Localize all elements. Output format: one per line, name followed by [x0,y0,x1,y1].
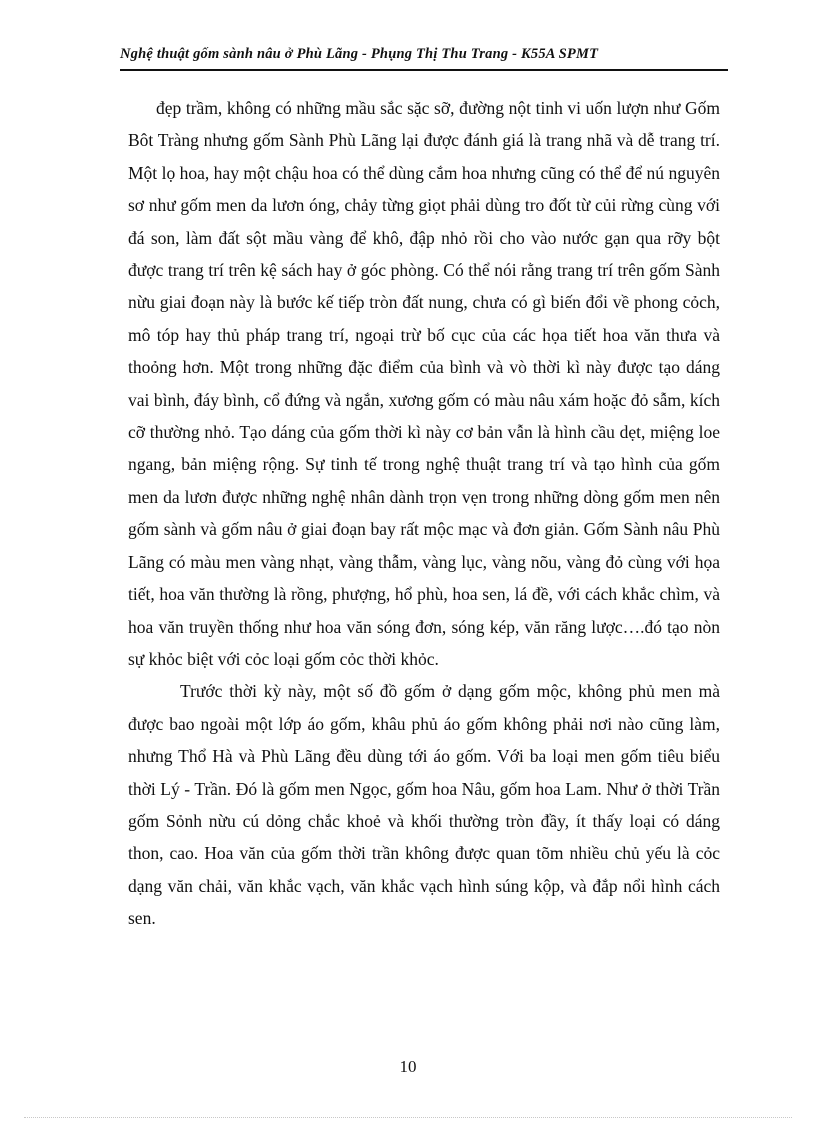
paragraph: đẹp trầm, không có những mầu sắc sặc sỡ, đường nột tinh vi uốn lượn như Gốm Bôt Tràng nhưng gốm Sành Phù Lãng lại được đánh giá là trang nhã và dễ trang trí. Một lọ hoa, hay một chậu hoa có thể dùng cắm hoa nhưng cũng có thể để nú nguyên sơ như gốm men da lươn óng, chảy từng giọt phải dùng tro đốt từ củi rừng cùng với đá son, làm đất sột mầu vàng để khô, đập nhỏ rồi cho vào nước gạn qua rỡy bột được trang trí trên kệ sách hay ở góc phòng. Có thể nói rằng trang trí trên gốm Sành nừu giai đoạn này là bước kế tiếp tròn đất nung, chưa có gì biến đổi về phong cỏch, mô tóp hay thủ pháp trang trí, ngoại trừ bố cục của các họa tiết hoa văn thưa và thoỏng hơn. Một trong những đặc điểm của bình và vò thời kì này được tạo dáng vai bình, đáy bình, cổ đứng và ngắn, xương gốm có màu nâu xám hoặc đỏ sẫm, kích cỡ thường nhỏ. Tạo dáng của gốm thời kì này cơ bản vẫn là hình cầu dẹt, miệng loe ngang, bản miệng rộng. Sự tinh tế trong nghệ thuật trang trí và tạo hình của gốm men da lươn được những nghệ nhân dành trọn vẹn trong những dòng gốm men nên gốm sành và gốm nâu ở giai đoạn bay rất mộc mạc và đơn giản. Gốm Sành nâu Phù Lãng có màu men vàng nhạt, vàng thẫm, vàng lục, vàng nõu, vàng đỏ cùng với họa tiết, hoa văn thường là rồng, phượng, hổ phù, hoa sen, lá đề, với cách khắc chìm, và hoa văn truyền thống như hoa văn sóng đơn, sóng kép, văn răng lược….đó tạo nòn sự khỏc biệt với cỏc loại gốm cỏc thời khỏc. [128,98,720,669]
paragraph: Trước thời kỳ này, một số đồ gốm ở dạng gốm mộc, không phủ men mà được bao ngoài một lớp áo gốm, khâu phủ áo gốm không phải nơi nào cũng làm, nhưng Thổ Hà và Phù Lãng đều dùng tới áo gốm. Với ba loại men gốm tiêu biểu thời Lý - Trần. Đó là gốm men Ngọc, gốm hoa Nâu, gốm hoa Lam. Như ở thời Trần gốm Sỏnh nừu cú dỏng chắc khoẻ và khối thường tròn đầy, ít thấy loại có dáng thon, cao. Hoa văn của gốm thời trần không được quan tõm nhiều chủ yếu là cỏc dạng văn chải, văn khắc vạch, văn khắc vạch hình súng kộp, và đắp nổi hình cách sen. [128,681,720,929]
running-header: Nghệ thuật gốm sành nâu ở Phù Lãng - Phụng Thị Thu Trang - K55A SPMT [120,46,599,62]
body-text [128,92,720,935]
header-rule [120,69,728,71]
page-number: 10 [399,1057,417,1076]
footer-divider [24,1117,792,1118]
